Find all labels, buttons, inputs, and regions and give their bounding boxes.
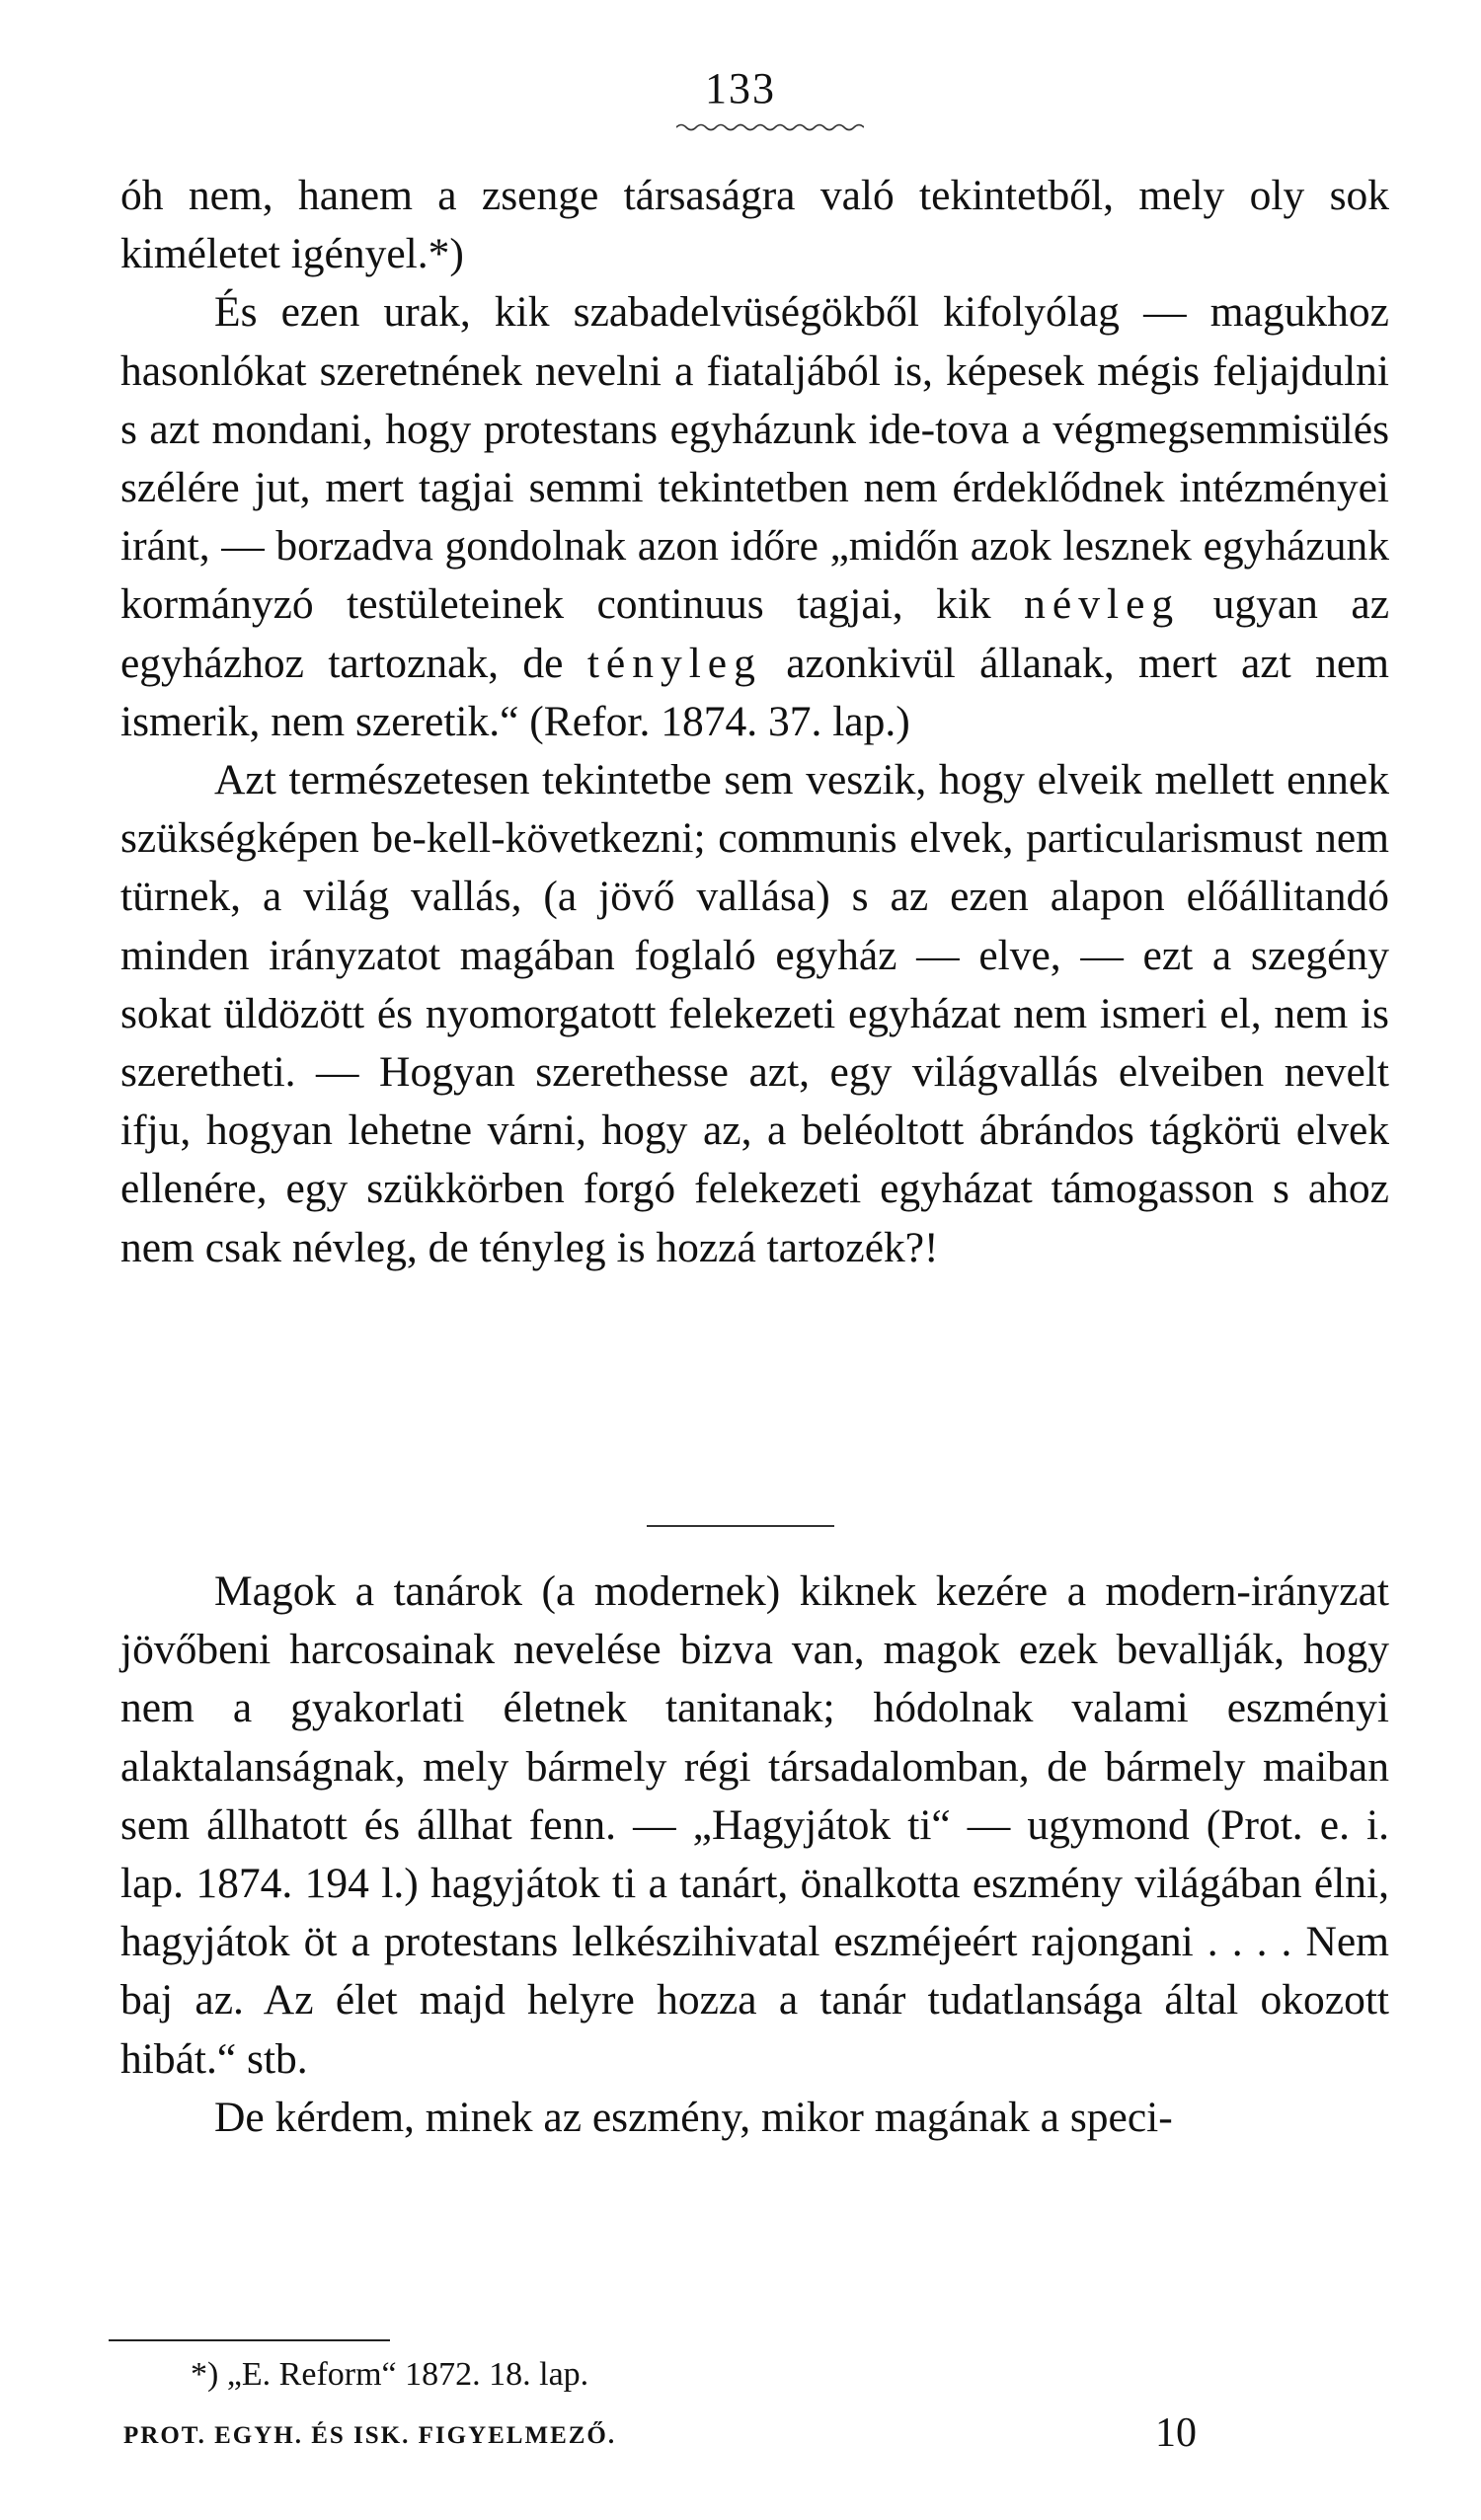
- emphasis-tenyleg: tényleg: [586, 639, 762, 687]
- page-number: 133: [705, 64, 776, 113]
- paragraph-2-part-1: És ezen urak, kik szabadelvüségökből kifolyólag — magukhoz hasonlókat szeretnének nevelni a fiataljából is, képesek mégis feljajdulni s azt mondani, hogy protestans egyházunk ide-tova a végmegsemmisülés szélére jut, mert tagjai semmi tekintetben nem érdeklődnek intézményei iránt, — borzadva gondolnak azon időre „midőn azok lesznek egyházunk kormányzó testületeinek continuus tagjai, kik: [120, 288, 1389, 629]
- signature-line: PROT. EGYH. ÉS ISK. FIGYELMEZŐ.: [123, 2422, 617, 2449]
- paragraph-2: [120, 283, 1389, 751]
- wavy-rule-ornament: [676, 122, 864, 132]
- main-text-upper: [120, 167, 1389, 1277]
- main-text-lower: [120, 1563, 1389, 2147]
- footnote-divider: [109, 2339, 390, 2341]
- paragraph-2-part-2: ugyan az egyházhoz tartoznak, de: [120, 580, 1390, 687]
- paragraph-2-part-3: azonkivül állanak, mert azt nem ismerik, nem szeretik.“ (Refor. 1874. 37. lap.): [120, 639, 1389, 745]
- paragraph-3: Azt természetesen tekintetbe sem veszik, hogy elveik mellett ennek szükségképen be-kell-következni; communis elvek, particularismust nem türnek, a világ vallás, (a jövő vallása) s az ezen alapon előállitandó minden irányzatot magában foglaló egyház — elve, — ezt a szegény sokat üldözött és nyomorgatott felekezeti egyházat nem ismeri el, nem is szeretheti. — Hogyan szerethesse azt, egy világvallás elveiben nevelt ifju, hogyan lehetne várni, hogy az, a beléoltott ábrándos tágkörü elvek ellenére, egy szükkörben forgó felekezeti egyházat támogasson s ahoz nem csak névleg, de tényleg is hozzá tartozék?!: [120, 756, 1389, 1271]
- sheet-number: 10: [1155, 2410, 1197, 2456]
- section-divider: [647, 1525, 834, 1527]
- footnote: *) „E. Reform“ 1872. 18. lap.: [191, 2356, 589, 2393]
- emphasis-nevleg: névleg: [1024, 580, 1181, 629]
- paragraph-5: De kérdem, minek az eszmény, mikor magának a speci-: [214, 2093, 1173, 2141]
- paragraph-4: Magok a tanárok (a modernek) kiknek kezére a modern-irányzat jövőbeni harcosainak nevelése bizva van, magok ezek bevallják, hogy nem a gyakorlati életnek tanitanak; hódolnak valami eszményi alaktalanságnak, mely bármely régi társadalomban, de bármely maiban sem állhatott és állhat fenn. — „Hagyjátok ti“ — ugymond (Prot. e. i. lap. 1874. 194 l.) hagyjátok ti a tanárt, önalkotta eszmény világában élni, hagyjátok öt a protestans lelkészihivatal eszméjeért rajongani . . . . Nem baj az. Az élet majd helyre hozza a tanár tudatlansága által okozott hibát.“ stb.: [120, 1567, 1389, 2083]
- paragraph-1: óh nem, hanem a zsenge társaságra való tekintetből, mely oly sok kiméletet igényel.*): [120, 172, 1389, 278]
